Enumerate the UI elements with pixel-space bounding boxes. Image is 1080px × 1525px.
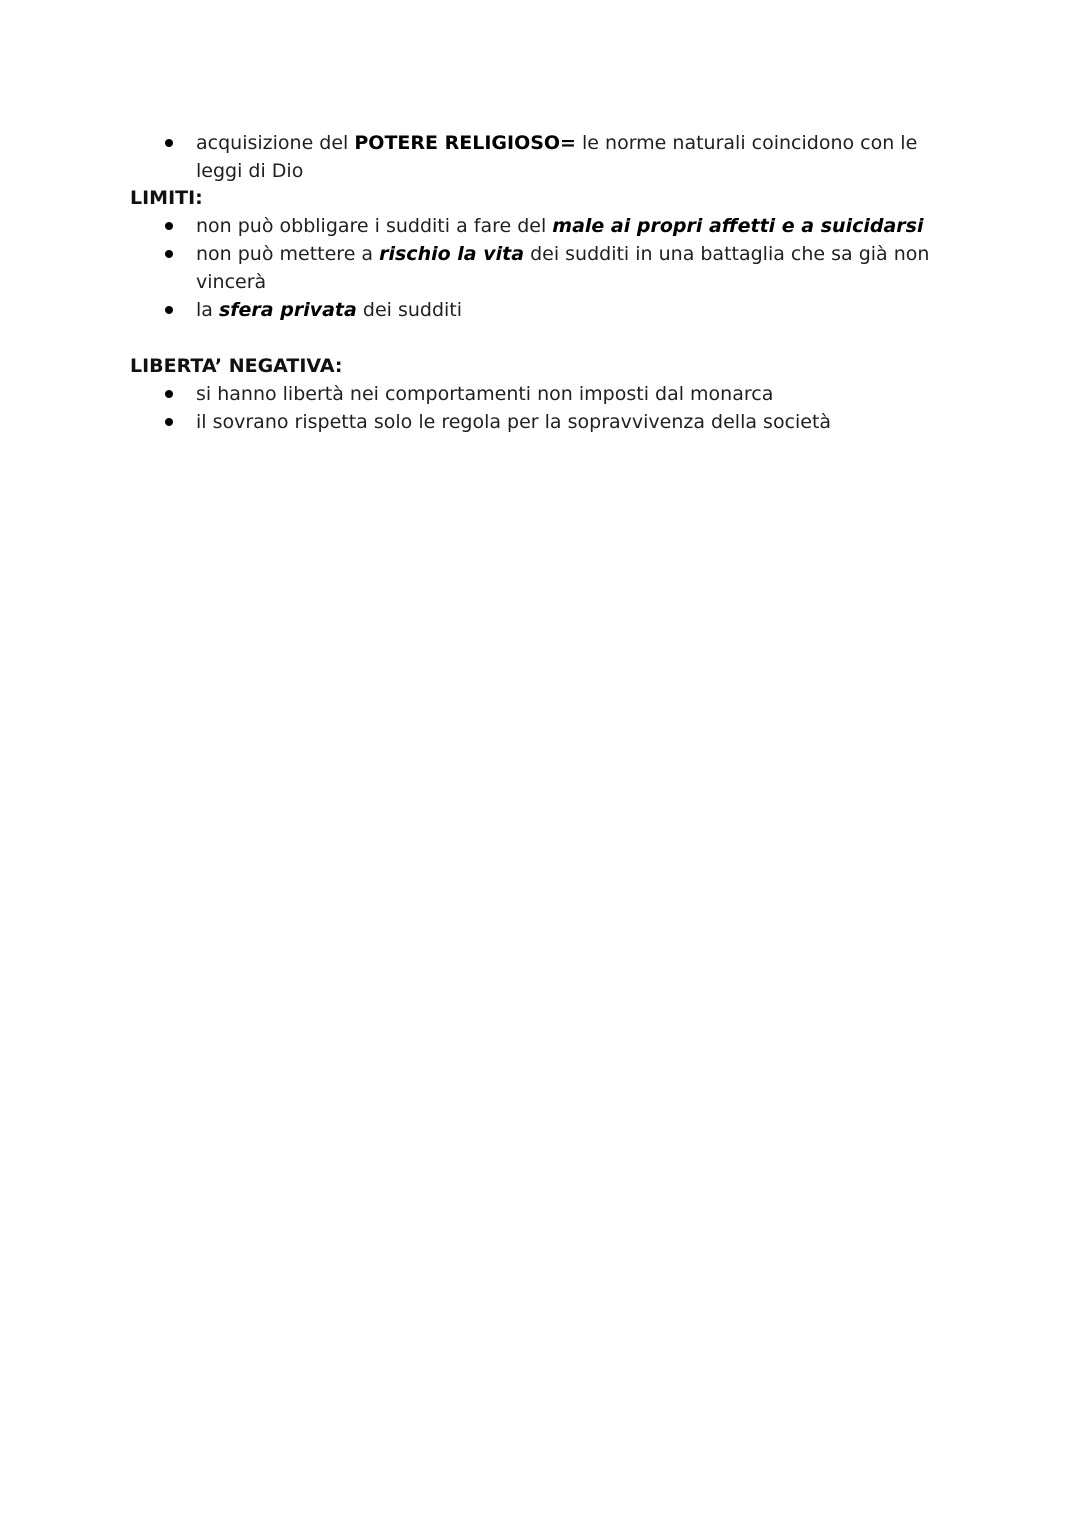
limiti-section <box>130 184 956 324</box>
item-text: non può obbligare i sudditi a fare del <box>196 215 553 237</box>
list-item <box>130 129 956 185</box>
item-bold-italic-text: sfera privata <box>218 299 357 321</box>
bullet-icon <box>165 250 173 258</box>
item-bold-text: POTERE RELIGIOSO= <box>354 132 576 154</box>
list-item <box>130 240 956 296</box>
liberta-negativa-list <box>130 380 956 436</box>
section-heading-liberta-negativa: LIBERTA’ NEGATIVA: <box>130 355 343 377</box>
item-bold-italic-text: male ai propri affetti e a suicidarsi <box>552 215 924 237</box>
item-text: dei sudditi in una battaglia che sa già non vincerà <box>196 243 930 293</box>
section-heading-limiti: LIMITI: <box>130 187 203 209</box>
item-text: le norme naturali coincidono con le leggi di Dio <box>196 132 918 182</box>
item-text: dei sudditi <box>356 299 463 321</box>
bullet-icon <box>165 222 173 230</box>
list-item <box>130 296 956 324</box>
item-bold-italic-text: rischio la vita <box>379 243 525 265</box>
item-text: la <box>196 299 219 321</box>
list-item <box>130 408 956 436</box>
item-text: si hanno libertà nei comportamenti non imposti dal monarca <box>196 383 774 405</box>
bullet-icon <box>165 418 173 426</box>
bullet-icon <box>165 306 173 314</box>
list-item <box>130 212 956 240</box>
bullet-icon <box>165 390 173 398</box>
item-text: acquisizione del <box>196 132 355 154</box>
intro-section <box>130 129 956 185</box>
intro-list <box>130 129 956 185</box>
item-text: il sovrano rispetta solo le regola per la sopravvivenza della società <box>196 411 832 433</box>
liberta-negativa-section <box>130 352 956 436</box>
limiti-list <box>130 212 956 324</box>
item-text: non può mettere a <box>196 243 380 265</box>
list-item <box>130 380 956 408</box>
bullet-icon <box>165 139 173 147</box>
